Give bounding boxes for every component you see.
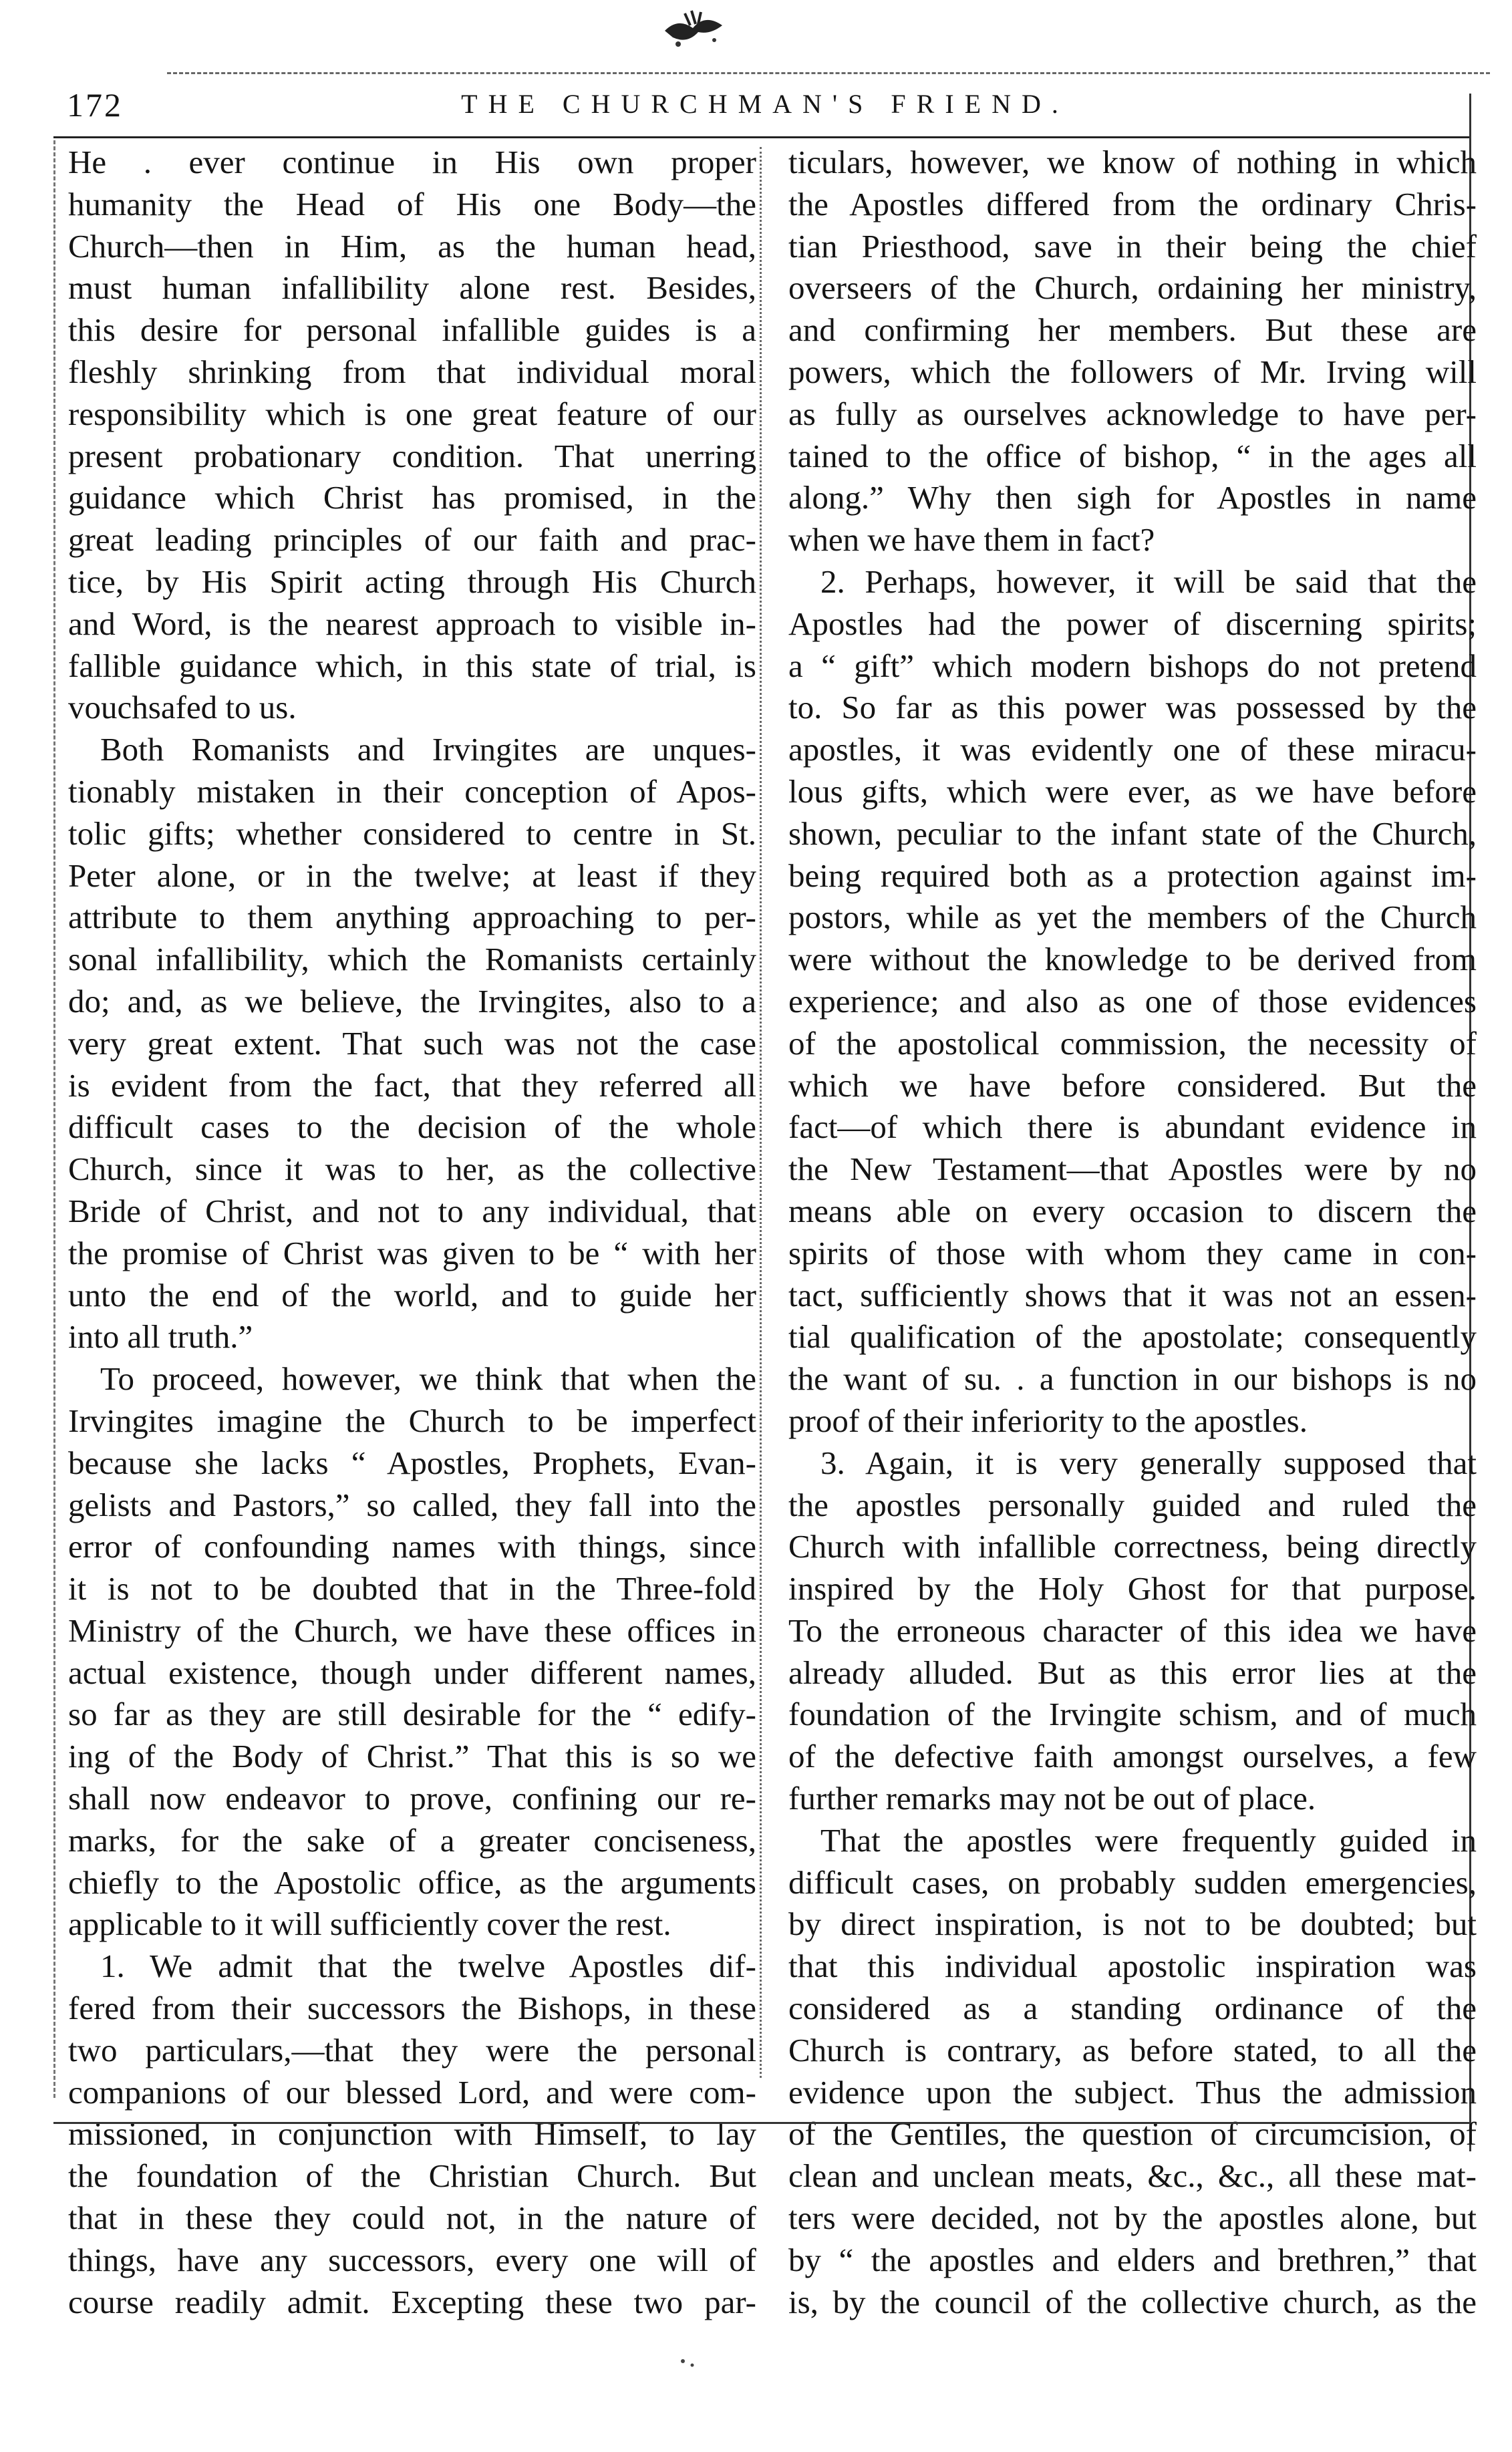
text-line: so far as they are still desirable for the “ edify- [68, 1696, 756, 1733]
text-line: of the apostolical commission, the necessity of [788, 1024, 1477, 1062]
text-line: lous gifts, which were ever, as we have before [788, 772, 1477, 810]
text-line: things, have any successors, every one will of [68, 2241, 756, 2278]
text-line: tained to the office of bishop, “ in the ages all [788, 437, 1477, 474]
text-line: gelists and Pastors,” so called, they fall into the [68, 1486, 756, 1523]
text-line: 1. We admit that the twelve Apostles dif- [100, 1948, 756, 1985]
text-line: as fully as ourselves acknowledge to have per- [788, 395, 1477, 432]
text-line: the promise of Christ was given to be “ with her [68, 1234, 756, 1271]
text-line: evidence upon the subject. Thus the admission [788, 2073, 1477, 2111]
text-line: that in these they could not, in the nature of [68, 2199, 756, 2237]
left-margin-rule [53, 140, 55, 2098]
text-line: already alluded. But as this error lies at the [788, 1654, 1477, 1691]
text-line: two particulars,—that they were the personal [68, 2031, 756, 2068]
text-line: is, by the council of the collective church, as the [788, 2283, 1477, 2320]
text-line: do; and, as we believe, the Irvingites, also to a [68, 982, 756, 1020]
text-line: missioned, in conjunction with Himself, to lay [68, 2115, 756, 2153]
text-line: Church with infallible correctness, being directly [788, 1528, 1477, 1565]
text-line: shall now endeavor to prove, confining our re- [68, 1780, 756, 1817]
top-dashed-rule [167, 72, 1490, 74]
text-line: tact, sufficiently shows that it was not an essen- [788, 1276, 1477, 1314]
text-line: postors, while as yet the members of the Church [788, 899, 1477, 936]
text-line: foundation of the Irvingite schism, and of much [788, 1696, 1477, 1733]
text-line: Church, since it was to her, as the collective [68, 1151, 756, 1188]
text-line: because she lacks “ Apostles, Prophets, Evan- [68, 1444, 756, 1481]
text-line: attribute to them anything approaching to per- [68, 899, 756, 936]
text-line: great leading principles of our faith and prac- [68, 521, 756, 559]
text-line: present probationary condition. That unerring [68, 437, 756, 474]
text-line: that this individual apostolic inspiration was [788, 1948, 1477, 1985]
text-line: actual existence, though under different names, [68, 1654, 756, 1691]
text-line: the want of su. . a function in our bishops is no [788, 1360, 1477, 1398]
text-line: 2. Perhaps, however, it will be said that the [820, 563, 1477, 600]
text-line: Both Romanists and Irvingites are unques- [100, 731, 756, 768]
text-line: were without the knowledge to be derived from [788, 941, 1477, 978]
page-number: 172 [67, 86, 123, 124]
left-text-column [68, 142, 756, 2323]
text-line: He . ever continue in His own proper [68, 144, 756, 180]
text-line: tionably mistaken in their conception of Apos- [68, 772, 756, 810]
text-line: Church—then in Him, as the human head, [68, 227, 756, 265]
text-line: unto the end of the world, and to guide her [68, 1276, 756, 1314]
text-line: very great extent. That such was not the case [68, 1024, 756, 1062]
text-line: difficult cases, on probably sudden emergencies, [788, 1863, 1477, 1901]
text-line: To proceed, however, we think that when the [100, 1360, 756, 1398]
text-line: by direct inspiration, is not to be doubted; but [788, 1905, 1477, 1943]
text-line: must human infallibility alone rest. Besides, [68, 269, 756, 307]
text-line: and confirming her members. But these are [788, 311, 1477, 349]
text-line: ticulars, however, we know of nothing in which [788, 144, 1477, 180]
text-line: clean and unclean meats, &c., &c., all these mat- [788, 2157, 1477, 2195]
text-line: apostles, it was evidently one of these miracu- [788, 731, 1477, 768]
text-line: marks, for the sake of a greater conciseness, [68, 1821, 756, 1859]
text-line: and Word, is the nearest approach to visible in- [68, 605, 756, 642]
text-line: into all truth.” [68, 1318, 253, 1356]
text-line: shown, peculiar to the infant state of the Church, [788, 814, 1477, 852]
text-line: ters were decided, not by the apostles alone, but [788, 2199, 1477, 2237]
right-text-column [788, 142, 1477, 2323]
text-line: the New Testament—that Apostles were by no [788, 1151, 1477, 1188]
text-line: tian Priesthood, save in their being the chief [788, 227, 1477, 265]
text-line: by “ the apostles and elders and brethren,” that [788, 2241, 1477, 2278]
text-line: 3. Again, it is very generally supposed that [820, 1444, 1477, 1481]
text-line: along.” Why then sigh for Apostles in name [788, 479, 1477, 516]
text-line: To the erroneous character of this idea we have [788, 1612, 1477, 1649]
text-line: the foundation of the Christian Church. But [68, 2157, 756, 2195]
text-line: humanity the Head of His one Body—the [68, 185, 756, 222]
text-line: chiefly to the Apostolic office, as the arguments [68, 1863, 756, 1901]
text-line: it is not to be doubted that in the Three-fold [68, 1570, 756, 1607]
text-line: considered as a standing ordinance of the [788, 1990, 1477, 2027]
text-line: this desire for personal infallible guides is a [68, 311, 756, 349]
text-line: of the Gentiles, the question of circumcision, of [788, 2115, 1477, 2153]
text-line: responsibility which is one great feature of our [68, 395, 756, 432]
text-line: fered from their successors the Bishops, in these [68, 1990, 756, 2027]
text-line: Ministry of the Church, we have these offices in [68, 1612, 756, 1649]
text-line: guidance which Christ has promised, in the [68, 479, 756, 516]
text-line: the apostles personally guided and ruled the [788, 1486, 1477, 1523]
text-line: fact—of which there is abundant evidence in [788, 1108, 1477, 1146]
page-header [47, 86, 1483, 132]
text-line: applicable to it will sufficiently cover the rest. [68, 1905, 671, 1943]
text-line: Apostles had the power of discerning spirits; [788, 605, 1477, 642]
text-line: a “ gift” which modern bishops do not pretend [788, 647, 1477, 684]
text-line: overseers of the Church, ordaining her ministry, [788, 269, 1477, 307]
text-line: course readily admit. Excepting these two par- [68, 2283, 756, 2320]
bottom-mark-icon [675, 2352, 702, 2372]
printer-ornament-icon [658, 5, 732, 52]
text-line: proof of their inferiority to the apostles. [788, 1402, 1308, 1439]
header-rule [53, 136, 1470, 138]
text-line: experience; and also as one of those evidences [788, 982, 1477, 1020]
text-line: Peter alone, or in the twelve; at least if they [68, 857, 756, 894]
text-line: being required both as a protection against im- [788, 857, 1477, 894]
text-line: sonal infallibility, which the Romanists certainly [68, 941, 756, 978]
text-line: powers, which the followers of Mr. Irving will [788, 353, 1477, 390]
text-line: fallible guidance which, in this state of trial, is [68, 647, 756, 684]
text-line: when we have them in fact? [788, 521, 1155, 559]
text-line: spirits of those with whom they came in con- [788, 1234, 1477, 1271]
text-line: is evident from the fact, that they referred all [68, 1066, 756, 1104]
text-line: of the defective faith amongst ourselves, a few [788, 1738, 1477, 1775]
text-line: difficult cases to the decision of the whole [68, 1108, 756, 1146]
text-line: companions of our blessed Lord, and were com- [68, 2073, 756, 2111]
text-line: the Apostles differed from the ordinary Chris- [788, 185, 1477, 222]
text-line: tolic gifts; whether considered to centre in St. [68, 814, 756, 852]
running-title: THE CHURCHMAN'S FRIEND. [461, 89, 1069, 119]
text-line: further remarks may not be out of place. [788, 1780, 1316, 1817]
column-divider [760, 147, 762, 2078]
text-line: fleshly shrinking from that individual moral [68, 353, 756, 390]
text-line: means able on every occasion to discern the [788, 1192, 1477, 1229]
text-line: error of confounding names with things, since [68, 1528, 756, 1565]
text-line: which we have before considered. But the [788, 1066, 1477, 1104]
text-line: to. So far as this power was possessed by the [788, 689, 1477, 726]
text-line: Church is contrary, as before stated, to all the [788, 2031, 1477, 2068]
text-line: Bride of Christ, and not to any individual, that [68, 1192, 756, 1229]
text-line: tial qualification of the apostolate; consequently [788, 1318, 1477, 1356]
text-line: vouchsafed to us. [68, 689, 297, 726]
footer-rule [53, 2122, 1470, 2124]
text-line: Irvingites imagine the Church to be imperfect [68, 1402, 756, 1439]
text-line: That the apostles were frequently guided in [820, 1821, 1477, 1859]
text-line: inspired by the Holy Ghost for that purpose. [788, 1570, 1477, 1607]
text-line: ing of the Body of Christ.” That this is so we [68, 1738, 756, 1775]
text-line: tice, by His Spirit acting through His Church [68, 563, 756, 600]
